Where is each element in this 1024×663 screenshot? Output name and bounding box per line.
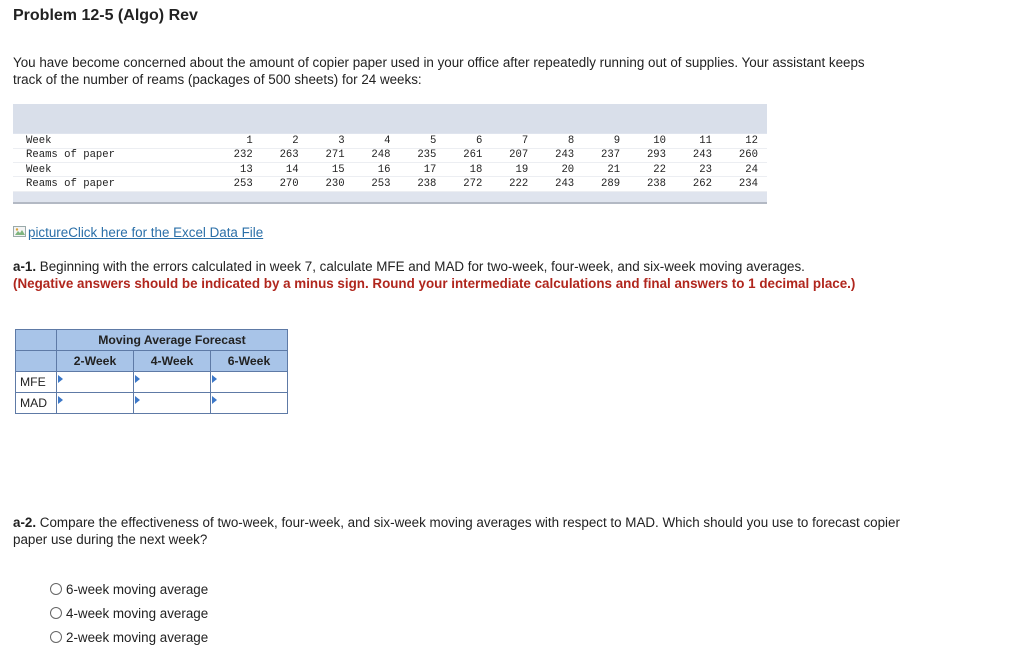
mad-4-week-cell[interactable] — [134, 393, 211, 414]
mfe-6-week-input[interactable] — [211, 372, 287, 392]
paper-cell: 6 — [445, 134, 491, 148]
option-6-week[interactable] — [50, 577, 208, 601]
paper-cell: 2 — [262, 134, 308, 148]
paper-cell: 23 — [675, 163, 721, 177]
answer-flag-icon — [212, 375, 217, 383]
problem-intro: You have become concerned about the amount of copier paper used in your office after repeatedly running out of supplies. Your assistant keeps track of the number of reams (packages of 500 sheets) for 24 weeks: — [13, 55, 865, 87]
answer-flag-icon — [212, 396, 217, 404]
answer-table-corner — [16, 330, 57, 351]
paper-cell: 222 — [491, 177, 537, 191]
answer-flag-icon — [58, 375, 63, 383]
column-header-4-week: 4-Week — [134, 351, 211, 372]
mad-6-week-cell[interactable] — [211, 393, 288, 414]
answer-flag-icon — [58, 396, 63, 404]
option-label: 2-week moving average — [66, 629, 209, 645]
answer-flag-icon — [135, 396, 140, 404]
paper-cell: 253 — [354, 177, 400, 191]
question-a1-label: a-1. — [13, 259, 37, 274]
paper-row-label: Week — [13, 134, 216, 148]
mad-6-week-input[interactable] — [211, 393, 287, 413]
mad-4-week-input[interactable] — [134, 393, 210, 413]
data-panel-header — [13, 104, 767, 133]
paper-cell: 12 — [721, 134, 767, 148]
question-a1 — [13, 259, 893, 292]
option-4-week[interactable] — [50, 601, 208, 625]
paper-cell: 262 — [675, 177, 721, 191]
paper-row-label: Week — [13, 163, 216, 177]
paper-table-row — [13, 163, 767, 177]
paper-cell: 22 — [629, 163, 675, 177]
mfe-6-week-cell[interactable] — [211, 372, 288, 393]
column-header-6-week: 6-Week — [211, 351, 288, 372]
paper-cell: 15 — [308, 163, 354, 177]
paper-cell: 14 — [262, 163, 308, 177]
paper-cell: 4 — [354, 134, 400, 148]
paper-data-table — [13, 134, 767, 192]
answer-flag-icon — [135, 375, 140, 383]
row-label-mad: MAD — [16, 393, 57, 414]
paper-cell: 7 — [491, 134, 537, 148]
excel-data-link[interactable] — [13, 225, 263, 240]
option-label: 6-week moving average — [66, 581, 209, 597]
paper-row-label: Reams of paper — [13, 177, 216, 191]
paper-cell: 11 — [675, 134, 721, 148]
answer-table — [15, 329, 288, 414]
paper-cell: 5 — [399, 134, 445, 148]
answer-table-header: Moving Average Forecast — [57, 330, 288, 351]
paper-cell: 8 — [537, 134, 583, 148]
paper-cell: 261 — [445, 148, 491, 162]
mfe-4-week-cell[interactable] — [134, 372, 211, 393]
paper-cell: 1 — [216, 134, 262, 148]
excel-link-text[interactable]: pictureClick here for the Excel Data File — [28, 225, 264, 240]
mad-2-week-input[interactable] — [57, 393, 133, 413]
paper-cell: 9 — [583, 134, 629, 148]
mfe-2-week-cell[interactable] — [57, 372, 134, 393]
paper-cell: 17 — [399, 163, 445, 177]
option-label: 4-week moving average — [66, 605, 209, 621]
mfe-2-week-input[interactable] — [57, 372, 133, 392]
paper-cell: 3 — [308, 134, 354, 148]
paper-cell: 234 — [721, 177, 767, 191]
paper-cell: 270 — [262, 177, 308, 191]
answer-table-corner-sub — [16, 351, 57, 372]
paper-cell: 230 — [308, 177, 354, 191]
paper-cell: 207 — [491, 148, 537, 162]
paper-cell: 237 — [583, 148, 629, 162]
question-a1-note: (Negative answers should be indicated by a minus sign. Round your intermediate calculations and final answers to 1 decimal place.) — [13, 275, 856, 291]
paper-cell: 243 — [675, 148, 721, 162]
paper-row-label: Reams of paper — [13, 148, 216, 162]
paper-cell: 248 — [354, 148, 400, 162]
paper-cell: 238 — [399, 177, 445, 191]
question-a2-text: Compare the effectiveness of two-week, four-week, and six-week moving averages with respect to MAD. Which should you use to forecast copier paper use during the next week? — [13, 515, 900, 547]
paper-cell: 243 — [537, 148, 583, 162]
paper-table-row — [13, 134, 767, 148]
broken-image-icon — [13, 226, 27, 238]
paper-table-row — [13, 177, 767, 191]
paper-cell: 243 — [537, 177, 583, 191]
radio-button[interactable] — [50, 583, 62, 595]
paper-cell: 272 — [445, 177, 491, 191]
paper-cell: 263 — [262, 148, 308, 162]
column-header-2-week: 2-Week — [57, 351, 134, 372]
paper-cell: 19 — [491, 163, 537, 177]
paper-cell: 24 — [721, 163, 767, 177]
paper-data-panel — [13, 104, 767, 204]
mfe-4-week-input[interactable] — [134, 372, 210, 392]
paper-cell: 289 — [583, 177, 629, 191]
paper-cell: 232 — [216, 148, 262, 162]
paper-table-row — [13, 148, 767, 162]
answer-options — [50, 577, 208, 649]
question-a1-text: Beginning with the errors calculated in week 7, calculate MFE and MAD for two-week, four-week, and six-week moving averages. — [36, 259, 805, 274]
radio-button[interactable] — [50, 607, 62, 619]
paper-cell: 253 — [216, 177, 262, 191]
paper-cell: 235 — [399, 148, 445, 162]
paper-cell: 13 — [216, 163, 262, 177]
radio-button[interactable] — [50, 631, 62, 643]
paper-cell: 20 — [537, 163, 583, 177]
paper-cell: 271 — [308, 148, 354, 162]
row-label-mfe: MFE — [16, 372, 57, 393]
paper-cell: 16 — [354, 163, 400, 177]
question-a2 — [13, 515, 913, 548]
mad-2-week-cell[interactable] — [57, 393, 134, 414]
question-a2-label: a-2. — [13, 515, 37, 530]
paper-cell: 18 — [445, 163, 491, 177]
paper-cell: 21 — [583, 163, 629, 177]
page-title: Problem 12-5 (Algo) Rev — [13, 7, 198, 24]
paper-cell: 260 — [721, 148, 767, 162]
paper-cell: 10 — [629, 134, 675, 148]
paper-cell: 293 — [629, 148, 675, 162]
paper-cell: 238 — [629, 177, 675, 191]
option-2-week[interactable] — [50, 625, 208, 649]
